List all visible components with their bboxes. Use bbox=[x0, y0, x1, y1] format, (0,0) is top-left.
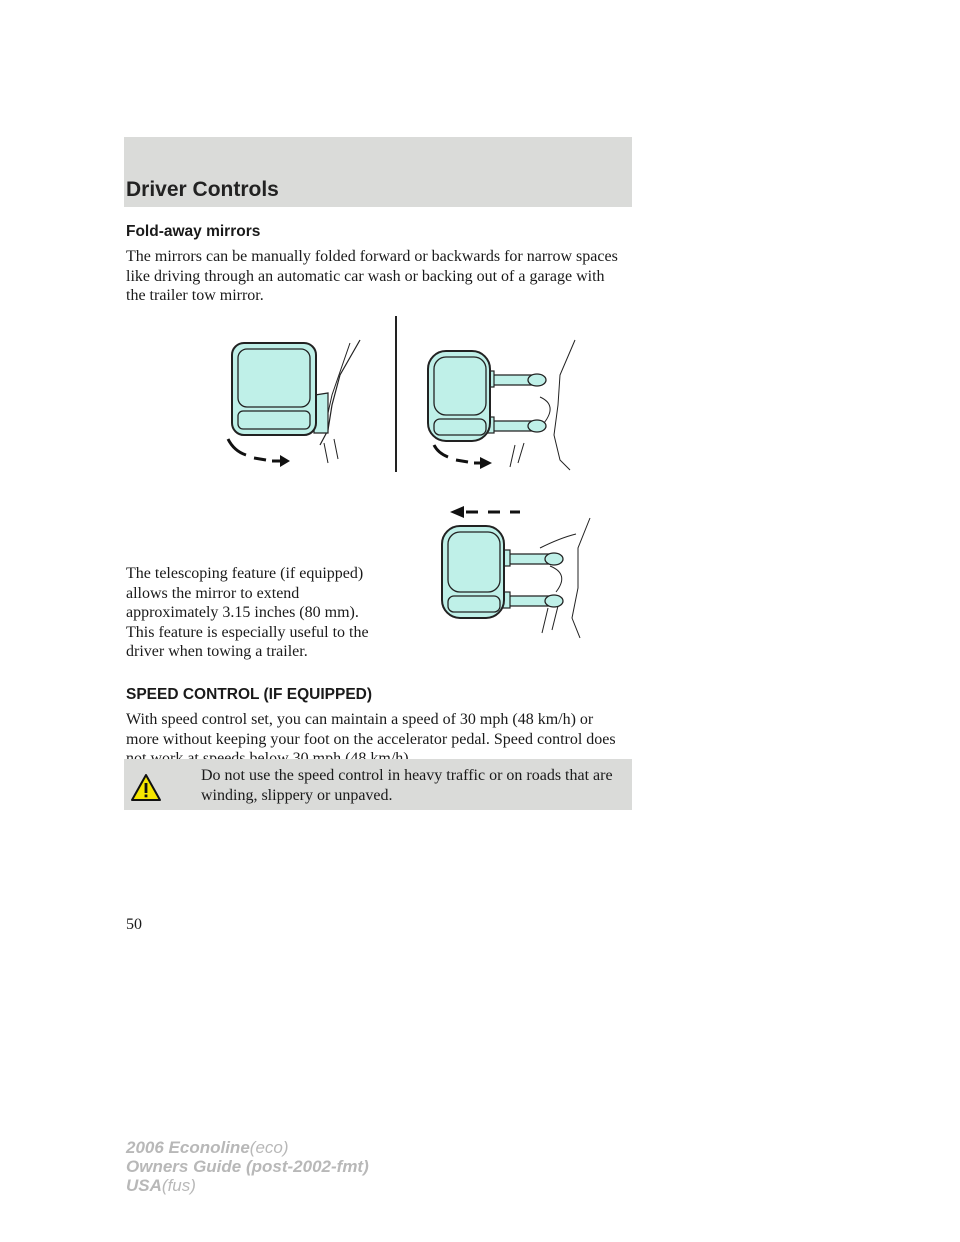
footer bbox=[126, 1138, 369, 1195]
speed-control-body: With speed control set, you can maintain a speed of 30 mph (48 km/h) or more without keeping your foot on the accelerator pedal. Speed control does bbox=[126, 711, 616, 748]
section-title: Driver Controls bbox=[126, 178, 279, 201]
speed-control-heading: SPEED CONTROL (IF EQUIPPED) bbox=[126, 686, 373, 703]
fold-away-heading: Fold-away mirrors bbox=[126, 223, 261, 240]
footer-model-code: (eco) bbox=[249, 1138, 289, 1157]
standard-mirror-illustration bbox=[220, 335, 370, 470]
footer-line-2: Owners Guide (post-2002-fmt) bbox=[126, 1157, 369, 1176]
footer-line-3 bbox=[126, 1176, 369, 1195]
fold-forward-arrow-icon bbox=[228, 439, 290, 467]
fold-back-arrow-icon bbox=[434, 445, 492, 469]
fold-away-body: The mirrors can be manually folded forward or backwards for narrow spaces like driving through an automatic car wash or backing out of a garage with the trailer tow mirror. bbox=[126, 248, 618, 304]
warning-triangle-icon bbox=[130, 773, 162, 802]
tow-mirror-fold-illustration bbox=[420, 335, 580, 475]
footer-market-code: (fus) bbox=[161, 1176, 196, 1195]
page-number: 50 bbox=[126, 916, 142, 933]
figure-divider bbox=[395, 316, 397, 472]
telescoping-body: The telescoping feature (if equipped) allows the mirror to extend approximately 3.15 inches (80 mm). This feature is especially useful to the driver when towing a trailer. bbox=[126, 565, 369, 660]
warning-text: Do not use the speed control in heavy traffic or on roads that are winding, slippery or unpaved. bbox=[201, 767, 613, 804]
telescope-arrow-icon bbox=[450, 506, 520, 518]
tow-mirror-telescope-illustration bbox=[430, 498, 600, 653]
footer-model: 2006 Econoline bbox=[126, 1138, 250, 1157]
footer-market: USA bbox=[126, 1176, 162, 1195]
footer-line-1 bbox=[126, 1138, 369, 1157]
